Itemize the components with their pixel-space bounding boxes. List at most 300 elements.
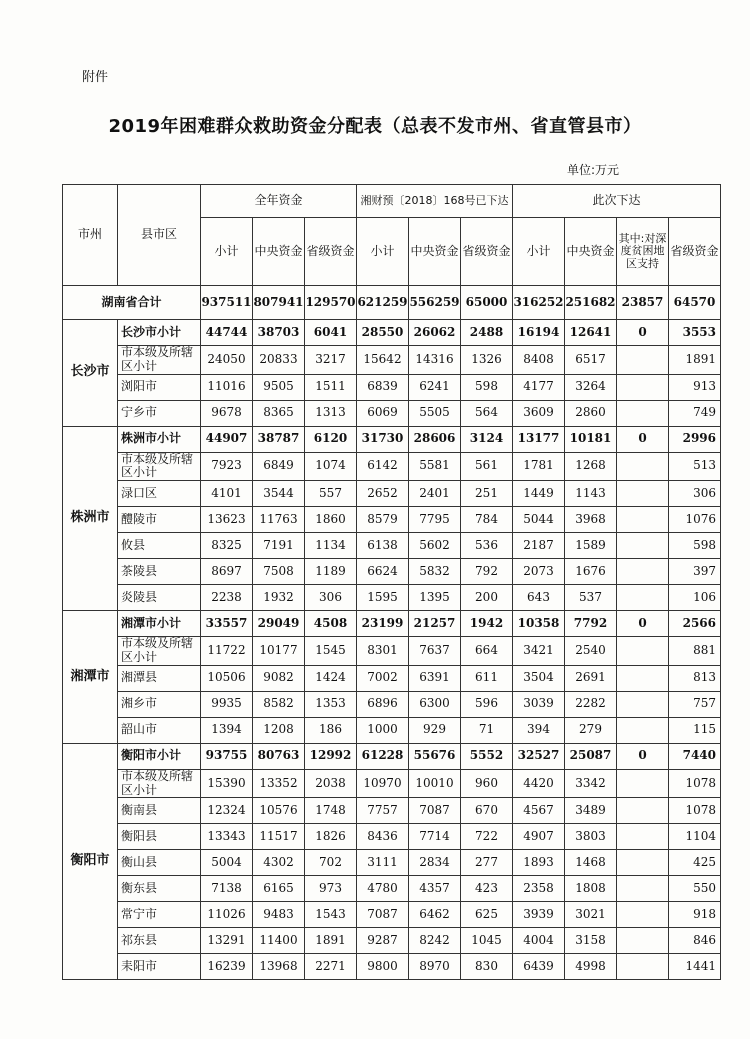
value-cell: 1143: [565, 481, 617, 507]
value-cell: [617, 798, 669, 824]
value-cell: 1313: [305, 400, 357, 426]
value-cell: 1781: [513, 452, 565, 481]
value-cell: 3124: [461, 426, 513, 452]
county-cell: 湘潭县: [118, 665, 201, 691]
value-cell: 1326: [461, 346, 513, 375]
value-cell: 1104: [669, 824, 721, 850]
value-cell: 6624: [357, 559, 409, 585]
value-cell: 14316: [409, 346, 461, 375]
value-cell: 561: [461, 452, 513, 481]
total-row: [63, 286, 721, 320]
value-cell: 8365: [253, 400, 305, 426]
value-cell: 702: [305, 850, 357, 876]
allocation-table: [62, 184, 721, 980]
value-cell: 2187: [513, 533, 565, 559]
page-title: 2019年困难群众救助资金分配表（总表不发市州、省直管县市）: [108, 116, 642, 137]
value-cell: [617, 585, 669, 611]
subtotal-row: [63, 743, 721, 769]
city-cell: 湘潭市: [63, 611, 118, 744]
value-cell: [617, 717, 669, 743]
value-cell: 21257: [409, 611, 461, 637]
value-cell: 10358: [513, 611, 565, 637]
value-cell: 10506: [201, 665, 253, 691]
value-cell: 3342: [565, 769, 617, 798]
value-cell: 9505: [253, 374, 305, 400]
value-cell: [617, 346, 669, 375]
total-cell: 556259: [409, 286, 461, 320]
header-current-subtotal: 小计: [513, 218, 565, 286]
value-cell: 12992: [305, 743, 357, 769]
value-cell: 24050: [201, 346, 253, 375]
value-cell: 2834: [409, 850, 461, 876]
total-cell: 937511: [201, 286, 253, 320]
county-cell: 耒阳市: [118, 954, 201, 980]
value-cell: 425: [669, 850, 721, 876]
county-cell: 攸县: [118, 533, 201, 559]
value-cell: 3803: [565, 824, 617, 850]
value-cell: 61228: [357, 743, 409, 769]
value-cell: 6300: [409, 691, 461, 717]
value-cell: 6041: [305, 320, 357, 346]
value-cell: 749: [669, 400, 721, 426]
value-cell: [617, 507, 669, 533]
value-cell: 3421: [513, 637, 565, 666]
value-cell: 2860: [565, 400, 617, 426]
value-cell: 4567: [513, 798, 565, 824]
value-cell: 306: [305, 585, 357, 611]
value-cell: 6839: [357, 374, 409, 400]
county-cell: 宁乡市: [118, 400, 201, 426]
value-cell: 7757: [357, 798, 409, 824]
value-cell: 4177: [513, 374, 565, 400]
table-row: [63, 850, 721, 876]
total-cell: 129570: [305, 286, 357, 320]
value-cell: [617, 452, 669, 481]
value-cell: 3968: [565, 507, 617, 533]
value-cell: 4907: [513, 824, 565, 850]
value-cell: 25087: [565, 743, 617, 769]
value-cell: 13352: [253, 769, 305, 798]
header-annual: 全年资金: [201, 185, 357, 218]
value-cell: 1748: [305, 798, 357, 824]
value-cell: 15642: [357, 346, 409, 375]
table-row: [63, 585, 721, 611]
total-label: 湖南省合计: [63, 286, 201, 320]
value-cell: 55676: [409, 743, 461, 769]
value-cell: 813: [669, 665, 721, 691]
value-cell: 38703: [253, 320, 305, 346]
value-cell: 277: [461, 850, 513, 876]
table-row: [63, 954, 721, 980]
value-cell: 6241: [409, 374, 461, 400]
value-cell: 598: [669, 533, 721, 559]
value-cell: 44744: [201, 320, 253, 346]
value-cell: 1395: [409, 585, 461, 611]
subtotal-row: [63, 611, 721, 637]
value-cell: 1394: [201, 717, 253, 743]
value-cell: 200: [461, 585, 513, 611]
value-cell: 643: [513, 585, 565, 611]
value-cell: 306: [669, 481, 721, 507]
value-cell: 664: [461, 637, 513, 666]
value-cell: 4004: [513, 928, 565, 954]
value-cell: 6849: [253, 452, 305, 481]
county-cell: 长沙市小计: [118, 320, 201, 346]
value-cell: [617, 400, 669, 426]
value-cell: 7508: [253, 559, 305, 585]
value-cell: 10970: [357, 769, 409, 798]
county-cell: 浏阳市: [118, 374, 201, 400]
value-cell: 1860: [305, 507, 357, 533]
value-cell: 6439: [513, 954, 565, 980]
value-cell: 1000: [357, 717, 409, 743]
value-cell: 9483: [253, 902, 305, 928]
value-cell: 20833: [253, 346, 305, 375]
county-cell: 祁东县: [118, 928, 201, 954]
value-cell: 71: [461, 717, 513, 743]
value-cell: 279: [565, 717, 617, 743]
value-cell: 3939: [513, 902, 565, 928]
header-issued-subtotal: 小计: [357, 218, 409, 286]
value-cell: 784: [461, 507, 513, 533]
table-row: [63, 400, 721, 426]
value-cell: 6896: [357, 691, 409, 717]
value-cell: 28550: [357, 320, 409, 346]
value-cell: 10177: [253, 637, 305, 666]
value-cell: 394: [513, 717, 565, 743]
header-current-provincial: 省级资金: [669, 218, 721, 286]
value-cell: 33557: [201, 611, 253, 637]
value-cell: 625: [461, 902, 513, 928]
table-row: [63, 798, 721, 824]
value-cell: 1543: [305, 902, 357, 928]
city-cell: 长沙市: [63, 320, 118, 427]
value-cell: 9935: [201, 691, 253, 717]
value-cell: 5552: [461, 743, 513, 769]
value-cell: 3021: [565, 902, 617, 928]
value-cell: 2238: [201, 585, 253, 611]
value-cell: 1511: [305, 374, 357, 400]
value-cell: 757: [669, 691, 721, 717]
county-cell: 市本级及所辖区小计: [118, 452, 201, 481]
total-cell: 65000: [461, 286, 513, 320]
value-cell: 31730: [357, 426, 409, 452]
table-row: [63, 928, 721, 954]
value-cell: 10010: [409, 769, 461, 798]
value-cell: 3489: [565, 798, 617, 824]
value-cell: 1045: [461, 928, 513, 954]
value-cell: 16194: [513, 320, 565, 346]
table-row: [63, 481, 721, 507]
table-row: [63, 507, 721, 533]
county-cell: 湘潭市小计: [118, 611, 201, 637]
header-current: 此次下达: [513, 185, 721, 218]
value-cell: 5581: [409, 452, 461, 481]
value-cell: 13968: [253, 954, 305, 980]
header-current-poverty: 其中:对深度贫困地区支持: [617, 218, 669, 286]
value-cell: 913: [669, 374, 721, 400]
value-cell: 9287: [357, 928, 409, 954]
value-cell: 8242: [409, 928, 461, 954]
value-cell: 5832: [409, 559, 461, 585]
value-cell: 8970: [409, 954, 461, 980]
header-row-1: [63, 185, 721, 218]
value-cell: 23199: [357, 611, 409, 637]
value-cell: 1468: [565, 850, 617, 876]
value-cell: 15390: [201, 769, 253, 798]
value-cell: 32527: [513, 743, 565, 769]
value-cell: 4508: [305, 611, 357, 637]
value-cell: 611: [461, 665, 513, 691]
value-cell: 8301: [357, 637, 409, 666]
value-cell: 1424: [305, 665, 357, 691]
total-cell: 251682: [565, 286, 617, 320]
unit-label: 单位:万元: [567, 163, 620, 177]
value-cell: 2073: [513, 559, 565, 585]
table-row: [63, 452, 721, 481]
value-cell: 11763: [253, 507, 305, 533]
value-cell: 1891: [669, 346, 721, 375]
value-cell: 1676: [565, 559, 617, 585]
value-cell: 1441: [669, 954, 721, 980]
value-cell: [617, 559, 669, 585]
value-cell: 830: [461, 954, 513, 980]
value-cell: 1074: [305, 452, 357, 481]
value-cell: 8436: [357, 824, 409, 850]
county-cell: 湘乡市: [118, 691, 201, 717]
value-cell: 1595: [357, 585, 409, 611]
total-cell: 621259: [357, 286, 409, 320]
value-cell: 7792: [565, 611, 617, 637]
value-cell: [617, 637, 669, 666]
value-cell: 7714: [409, 824, 461, 850]
value-cell: 3553: [669, 320, 721, 346]
value-cell: 670: [461, 798, 513, 824]
city-cell: 株洲市: [63, 426, 118, 611]
value-cell: [617, 665, 669, 691]
value-cell: 11517: [253, 824, 305, 850]
value-cell: 7637: [409, 637, 461, 666]
value-cell: 1942: [461, 611, 513, 637]
value-cell: 3264: [565, 374, 617, 400]
value-cell: 397: [669, 559, 721, 585]
value-cell: 8582: [253, 691, 305, 717]
value-cell: 5044: [513, 507, 565, 533]
value-cell: 13623: [201, 507, 253, 533]
value-cell: 6069: [357, 400, 409, 426]
value-cell: 2401: [409, 481, 461, 507]
value-cell: 11026: [201, 902, 253, 928]
value-cell: 44907: [201, 426, 253, 452]
value-cell: 1189: [305, 559, 357, 585]
value-cell: [617, 769, 669, 798]
value-cell: 8408: [513, 346, 565, 375]
table-row: [63, 637, 721, 666]
table-row: [63, 665, 721, 691]
value-cell: 1353: [305, 691, 357, 717]
value-cell: 251: [461, 481, 513, 507]
value-cell: 2540: [565, 637, 617, 666]
value-cell: 3504: [513, 665, 565, 691]
county-cell: 株洲市小计: [118, 426, 201, 452]
county-cell: 市本级及所辖区小计: [118, 769, 201, 798]
value-cell: 4302: [253, 850, 305, 876]
value-cell: 537: [565, 585, 617, 611]
table-row: [63, 374, 721, 400]
value-cell: 7795: [409, 507, 461, 533]
value-cell: 960: [461, 769, 513, 798]
value-cell: 3609: [513, 400, 565, 426]
value-cell: [617, 824, 669, 850]
value-cell: 536: [461, 533, 513, 559]
value-cell: 3111: [357, 850, 409, 876]
value-cell: 2488: [461, 320, 513, 346]
value-cell: 2358: [513, 876, 565, 902]
value-cell: 6165: [253, 876, 305, 902]
value-cell: 9800: [357, 954, 409, 980]
value-cell: 1076: [669, 507, 721, 533]
value-cell: 28606: [409, 426, 461, 452]
value-cell: 10576: [253, 798, 305, 824]
value-cell: 2038: [305, 769, 357, 798]
value-cell: 7440: [669, 743, 721, 769]
table-row: [63, 559, 721, 585]
value-cell: 6517: [565, 346, 617, 375]
value-cell: 3039: [513, 691, 565, 717]
value-cell: 423: [461, 876, 513, 902]
value-cell: 29049: [253, 611, 305, 637]
value-cell: 722: [461, 824, 513, 850]
value-cell: 7191: [253, 533, 305, 559]
value-cell: 13177: [513, 426, 565, 452]
header-issued-central: 中央资金: [409, 218, 461, 286]
value-cell: 1268: [565, 452, 617, 481]
value-cell: 2566: [669, 611, 721, 637]
value-cell: 4420: [513, 769, 565, 798]
total-cell: 807941: [253, 286, 305, 320]
header-annual-provincial: 省级资金: [305, 218, 357, 286]
header-issued-provincial: 省级资金: [461, 218, 513, 286]
table-row: [63, 533, 721, 559]
county-cell: 衡东县: [118, 876, 201, 902]
value-cell: 3544: [253, 481, 305, 507]
value-cell: 598: [461, 374, 513, 400]
value-cell: 7138: [201, 876, 253, 902]
header-annual-subtotal: 小计: [201, 218, 253, 286]
value-cell: 929: [409, 717, 461, 743]
value-cell: 2996: [669, 426, 721, 452]
value-cell: 2271: [305, 954, 357, 980]
value-cell: 5602: [409, 533, 461, 559]
value-cell: [617, 374, 669, 400]
value-cell: 6391: [409, 665, 461, 691]
value-cell: 5004: [201, 850, 253, 876]
value-cell: [617, 533, 669, 559]
value-cell: 596: [461, 691, 513, 717]
county-cell: 醴陵市: [118, 507, 201, 533]
value-cell: 550: [669, 876, 721, 902]
total-cell: 64570: [669, 286, 721, 320]
value-cell: 557: [305, 481, 357, 507]
value-cell: [617, 691, 669, 717]
county-cell: 炎陵县: [118, 585, 201, 611]
value-cell: [617, 876, 669, 902]
county-cell: 韶山市: [118, 717, 201, 743]
value-cell: 11722: [201, 637, 253, 666]
table-row: [63, 824, 721, 850]
value-cell: 3158: [565, 928, 617, 954]
county-cell: 衡阳县: [118, 824, 201, 850]
value-cell: 0: [617, 743, 669, 769]
value-cell: 564: [461, 400, 513, 426]
value-cell: 13291: [201, 928, 253, 954]
value-cell: 918: [669, 902, 721, 928]
value-cell: 6120: [305, 426, 357, 452]
value-cell: 26062: [409, 320, 461, 346]
county-cell: 衡南县: [118, 798, 201, 824]
value-cell: 0: [617, 320, 669, 346]
value-cell: 7002: [357, 665, 409, 691]
total-cell: 23857: [617, 286, 669, 320]
value-cell: 8697: [201, 559, 253, 585]
header-issued: 湘财预〔2018〕168号已下达: [357, 185, 513, 218]
county-cell: 茶陵县: [118, 559, 201, 585]
value-cell: 12641: [565, 320, 617, 346]
header-annual-central: 中央资金: [253, 218, 305, 286]
value-cell: 38787: [253, 426, 305, 452]
subtotal-row: [63, 426, 721, 452]
value-cell: 6462: [409, 902, 461, 928]
subtotal-row: [63, 320, 721, 346]
value-cell: 4357: [409, 876, 461, 902]
table-row: [63, 717, 721, 743]
county-cell: 常宁市: [118, 902, 201, 928]
city-cell: 衡阳市: [63, 743, 118, 980]
value-cell: 13343: [201, 824, 253, 850]
table-row: [63, 902, 721, 928]
value-cell: 80763: [253, 743, 305, 769]
attachment-label: 附件: [82, 70, 109, 85]
value-cell: 9082: [253, 665, 305, 691]
value-cell: 0: [617, 426, 669, 452]
value-cell: 2282: [565, 691, 617, 717]
value-cell: 881: [669, 637, 721, 666]
value-cell: 5505: [409, 400, 461, 426]
value-cell: [617, 850, 669, 876]
table-row: [63, 691, 721, 717]
total-cell: 316252: [513, 286, 565, 320]
value-cell: 1078: [669, 798, 721, 824]
value-cell: 2691: [565, 665, 617, 691]
value-cell: 9678: [201, 400, 253, 426]
value-cell: 11400: [253, 928, 305, 954]
value-cell: 2652: [357, 481, 409, 507]
value-cell: 16239: [201, 954, 253, 980]
value-cell: 1208: [253, 717, 305, 743]
value-cell: 1589: [565, 533, 617, 559]
value-cell: 10181: [565, 426, 617, 452]
value-cell: 846: [669, 928, 721, 954]
county-cell: 衡阳市小计: [118, 743, 201, 769]
table-row: [63, 876, 721, 902]
value-cell: [617, 928, 669, 954]
value-cell: 7087: [409, 798, 461, 824]
value-cell: 4998: [565, 954, 617, 980]
value-cell: 0: [617, 611, 669, 637]
table-row: [63, 769, 721, 798]
value-cell: [617, 481, 669, 507]
value-cell: 4101: [201, 481, 253, 507]
